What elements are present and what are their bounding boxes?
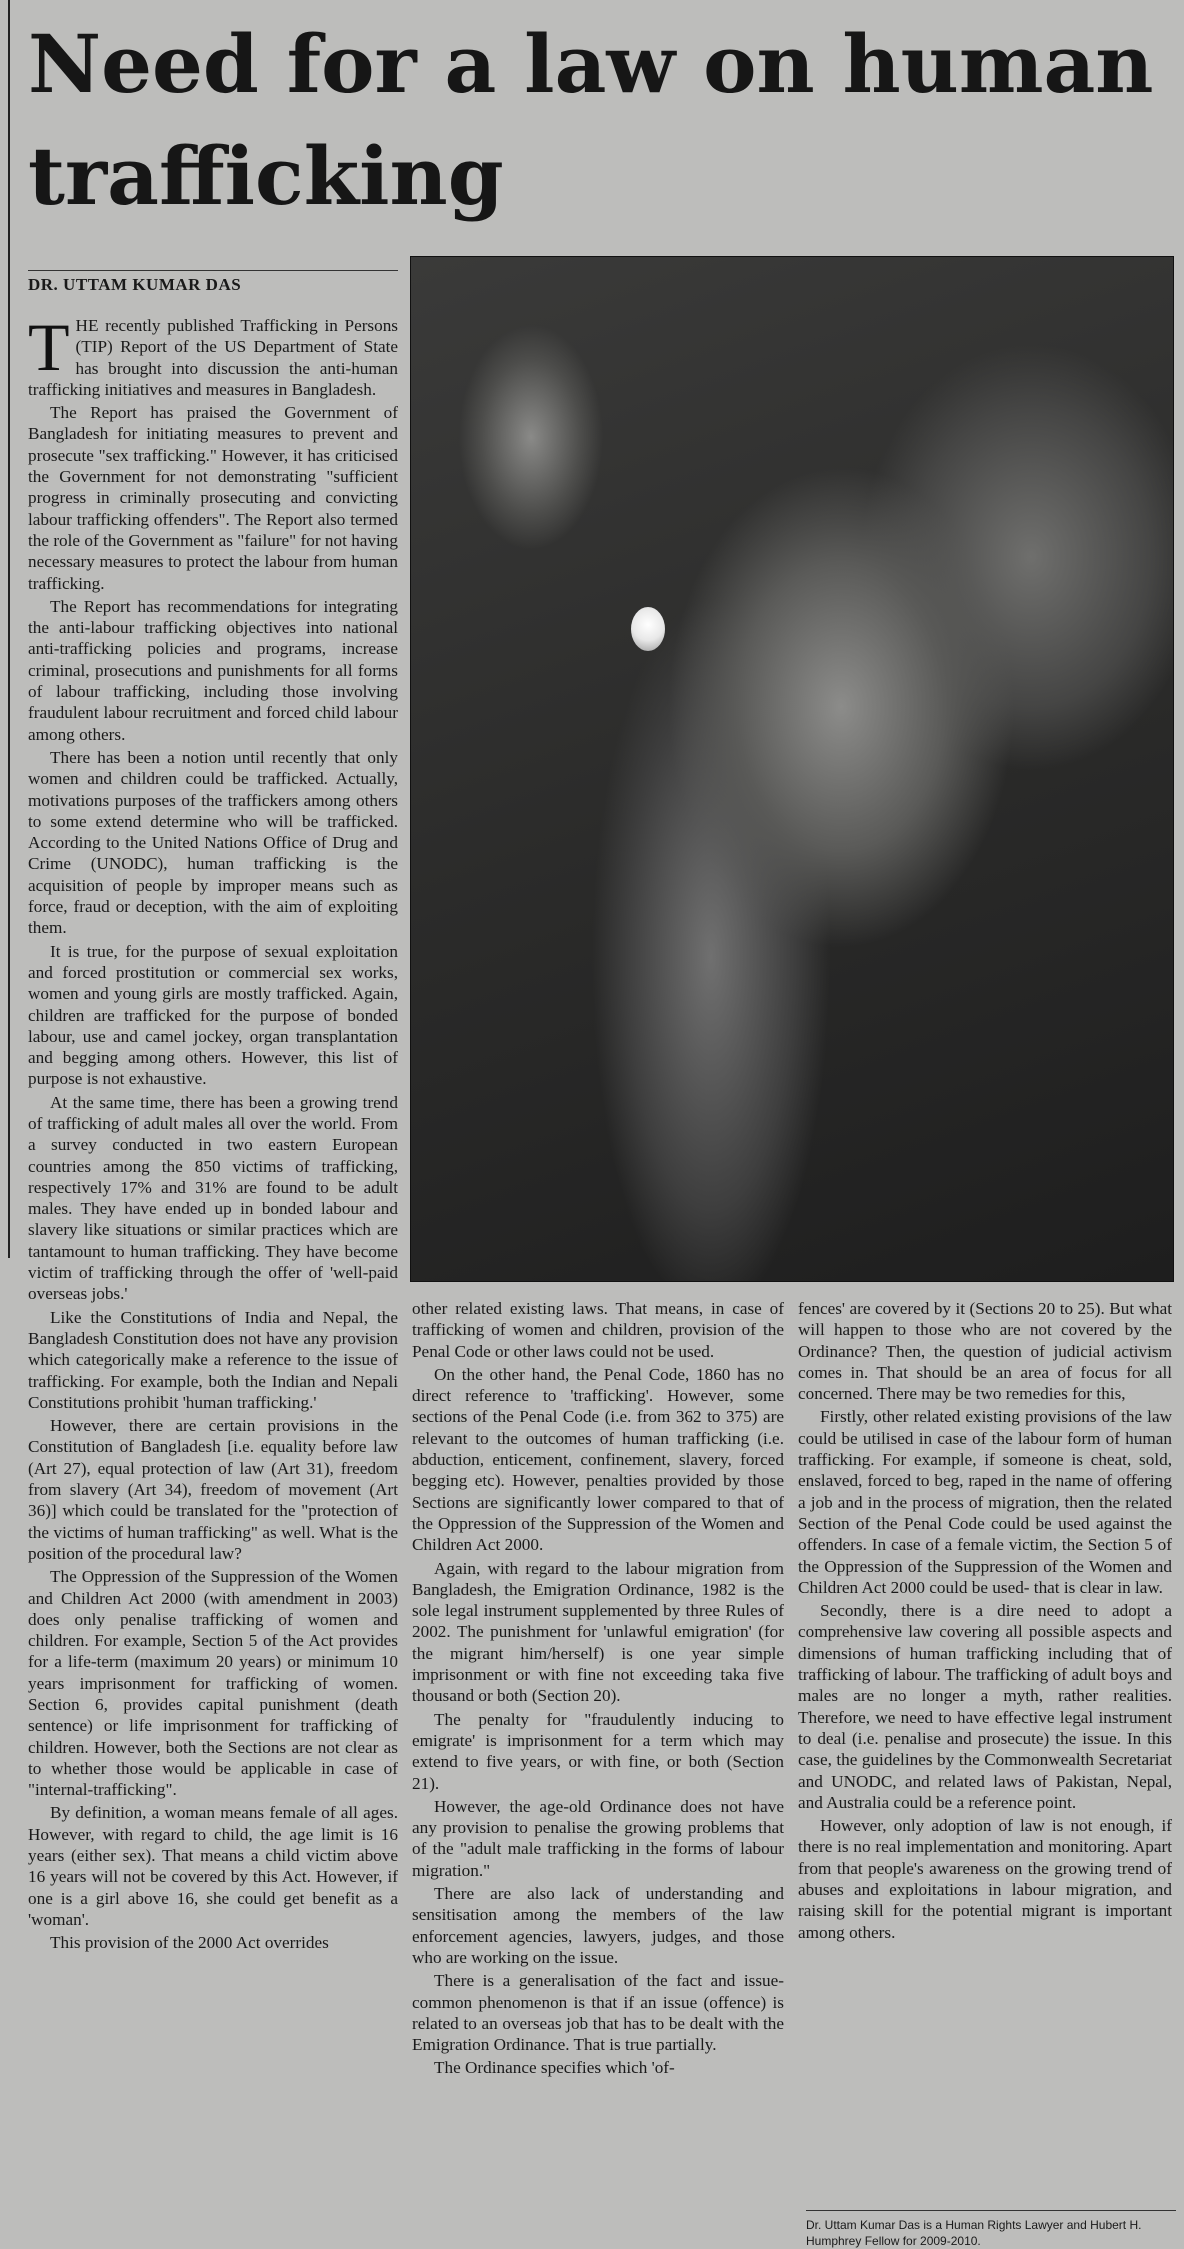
headline: Need for a law on human trafficking — [28, 17, 1154, 223]
paragraph-text: There are also lack of understanding and sensitisation among the members of the law enforcement agencies, lawyers, judges, and those who are working on the issue. — [412, 1884, 784, 1967]
paragraph — [28, 1566, 398, 1800]
paragraph — [798, 1815, 1172, 1943]
article-photo — [410, 256, 1174, 1282]
article-column-3 — [798, 1298, 1172, 1945]
paragraph — [412, 1796, 784, 1881]
paragraph-text: On the other hand, the Penal Code, 1860 has no direct reference to 'trafficking'. However, some sections of the Penal Code (i.e. from 362 to 375) are relevant to the outcomes of human trafficking (i.e. abduction, enticement, confinement, slavery, forced begging etc). However, penalties provided by those Sections are significantly lower compared to that of the Oppression of the Suppression of the Women and Children Act 2000. — [412, 1364, 784, 1555]
paragraph-text: The Ordinance specifies which 'of- — [434, 2058, 675, 2078]
paragraph-text: By definition, a woman means female of all ages. However, with regard to child, the age limit is 16 years (either sex). That means a child victim above 16 years will not be covered by this Act. However, if one is a girl above 16, she could get benefit as a 'woman'. — [28, 1803, 398, 1929]
paragraph — [412, 1883, 784, 1968]
paragraph-text: other related existing laws. That means, in case of trafficking of women and children, provision of the Penal Code or other laws could not be used. — [412, 1299, 784, 1361]
paragraph-text: Firstly, other related existing provisions of the law could be utilised in case of the labour form of human trafficking. For example, if someone is cheat, sold, enslaved, forced to beg, raped in the name of offering a job and in the process of migration, then the related Section of the Penal Code could be used against the offenders. In case of a female victim, the Section 5 of the Oppression of the Suppression of the Women and Children Act 2000 could be used- that is clear in law. — [798, 1407, 1172, 1597]
paragraph — [412, 1558, 784, 1707]
headlamp-icon — [631, 607, 665, 651]
column-rule — [8, 0, 10, 1258]
paragraph — [412, 2057, 784, 2078]
paragraph-text: It is true, for the purpose of sexual exploitation and forced prostitution or commercial sex works, women and young girls are mostly trafficked. Again, children are trafficked for the purpose of bonded labour, use and camel jockey, organ transplantation and begging among others. However, this list of purpose is not exhaustive. — [28, 941, 398, 1089]
paragraph-text: There is a generalisation of the fact and issue- common phenomenon is that if an issue (offence) is related to an overseas job that has to be dealt with the Emigration Ordinance. That is true partially. — [412, 1971, 784, 2055]
paragraph-text: However, only adoption of law is not enough, if there is no real implementation and monitoring. Apart from that people's awareness on the growing trend of abuses and exploitations in labour migration, and raising skill for the potential migrant is important among others. — [798, 1816, 1172, 1942]
paragraph — [412, 1709, 784, 1794]
paragraph-text: Secondly, there is a dire need to adopt a comprehensive law covering all possible aspects and dimensions of human trafficking including that of trafficking of labour. The trafficking of adult boys and males are no longer a myth, rather realities. Therefore, we need to have effective legal instrument to deal (i.e. penalise and prosecute) the issue. In this case, the guidelines by the Commonwealth Secretariat and UNODC, and related laws of Pakistan, Nepal, and Australia could be a reference point. — [798, 1601, 1172, 1812]
paragraph-text: The Oppression of the Suppression of the Women and Children Act 2000 (with amendment in 2003) does only penalise trafficking of women and children. For example, Section 5 of the Act provides for a life-term (maximum 20 years) or minimum 10 years imprisonment for trafficking of women. Section 6, provides capital punishment (death sentence) or life imprisonment for trafficking of children. However, both the Sections are not clear as to whether those would be applicable in case of "internal-trafficking". — [28, 1567, 398, 1800]
paragraph — [412, 1298, 784, 1362]
byline: DR. UTTAM KUMAR DAS — [28, 270, 398, 295]
paragraph — [798, 1600, 1172, 1813]
paragraph-text: There has been a notion until recently that only women and children could be trafficked. Actually, motivations purposes of the traffickers among others to some extend determine who will be trafficked. According to the United Nations Office of Drug and Crime (UNODC), human trafficking is the acquisition of people by improper means such as force, fraud or deception, with the aim of exploiting them. — [28, 747, 398, 938]
paragraph — [28, 747, 398, 939]
drop-cap: T — [28, 309, 70, 385]
paragraph — [798, 1406, 1172, 1598]
paragraph — [28, 402, 398, 594]
paragraph-text: However, the age-old Ordinance does not have any provision to penalise the growing problems that of the "adult male trafficking in the forms of labour migration." — [412, 1796, 784, 1880]
paragraph-text: At the same time, there has been a growing trend of trafficking of adult males all over the world. From a survey conducted in two eastern European countries among the 850 victims of trafficking, respectively 17% and 31% are found to be adult males. They have ended up in bonded labour and slavery like situations or similar practices which are tantamount to human trafficking. They have become victim of trafficking through the offer of 'well-paid overseas jobs.' — [28, 1092, 398, 1304]
paragraph — [28, 596, 398, 745]
paragraph-text: fences' are covered by it (Sections 20 to 25). But what will happen to those who are not covered by the Ordinance? Then, the question of judicial activism comes in. That should be an area of focus for all concerned. There may be two remedies for this, — [798, 1299, 1172, 1404]
paragraph — [798, 1298, 1172, 1404]
paragraph — [412, 1364, 784, 1556]
paragraph — [412, 1970, 784, 2055]
paragraph-text: However, there are certain provisions in the Constitution of Bangladesh [i.e. equality before law (Art 27), equal protection of law (Art 31), freedom from slavery (Art 34), freedom of movement (Art 36)] which could be translated for the "protection of the victims of human trafficking" as well. What is the position of the procedural law? — [28, 1416, 398, 1563]
paragraph — [28, 309, 398, 400]
paragraph-text: The Report has recommendations for integrating the anti-labour trafficking objectives into national anti-trafficking policies and programs, increase criminal, prosecutions and punishments for all forms of labour trafficking, including those involving fraudulent labour recruitment and forced child labour among others. — [28, 596, 398, 744]
paragraph — [28, 1415, 398, 1564]
paragraph-text: Like the Constitutions of India and Nepal, the Bangladesh Constitution does not have any provision which categorically make a reference to the issue of trafficking. For example, both the Indian and Nepali Constitutions prohibit 'human trafficking.' — [28, 1307, 398, 1412]
paragraph-text: This provision of the 2000 Act overrides — [50, 1933, 329, 1953]
author-credit: Dr. Uttam Kumar Das is a Human Rights Lawyer and Hubert H. Humphrey Fellow for 2009-2010. — [806, 2210, 1176, 2249]
paragraph — [28, 1307, 398, 1413]
paragraph-text: Again, with regard to the labour migration from Bangladesh, the Emigration Ordinance, 1982 is the sole legal instrument supplemented by three Rules of 2002. The punishment for 'unlawful emigration' (for the migrant him/herself) is one year simple imprisonment or with fine not exceeding taka five thousand or both (Section 20). — [412, 1558, 784, 1706]
article-column-1 — [28, 309, 398, 1956]
paragraph — [28, 941, 398, 1090]
paragraph — [28, 1802, 398, 1930]
paragraph-text: The penalty for "fraudulently inducing to emigrate' is imprisonment for a term which may extend to five years, or with fine, or both (Section 21). — [412, 1709, 784, 1793]
paragraph-text: HE recently published Trafficking in Persons (TIP) Report of the US Department of State has brought into discussion the anti-human trafficking initiatives and measures in Bangladesh. — [28, 316, 398, 399]
paragraph — [28, 1932, 398, 1953]
article-column-2 — [412, 1298, 784, 2081]
paragraph-text: The Report has praised the Government of Bangladesh for initiating measures to prevent and prosecute "sex trafficking." However, it has criticised the Government for not demonstrating "sufficient progress in criminally prosecuting and convicting labour trafficking offenders". The Report also termed the role of the Government as "failure" for not having necessary measures to protect the labour from human trafficking. — [28, 403, 398, 593]
paragraph — [28, 1092, 398, 1305]
